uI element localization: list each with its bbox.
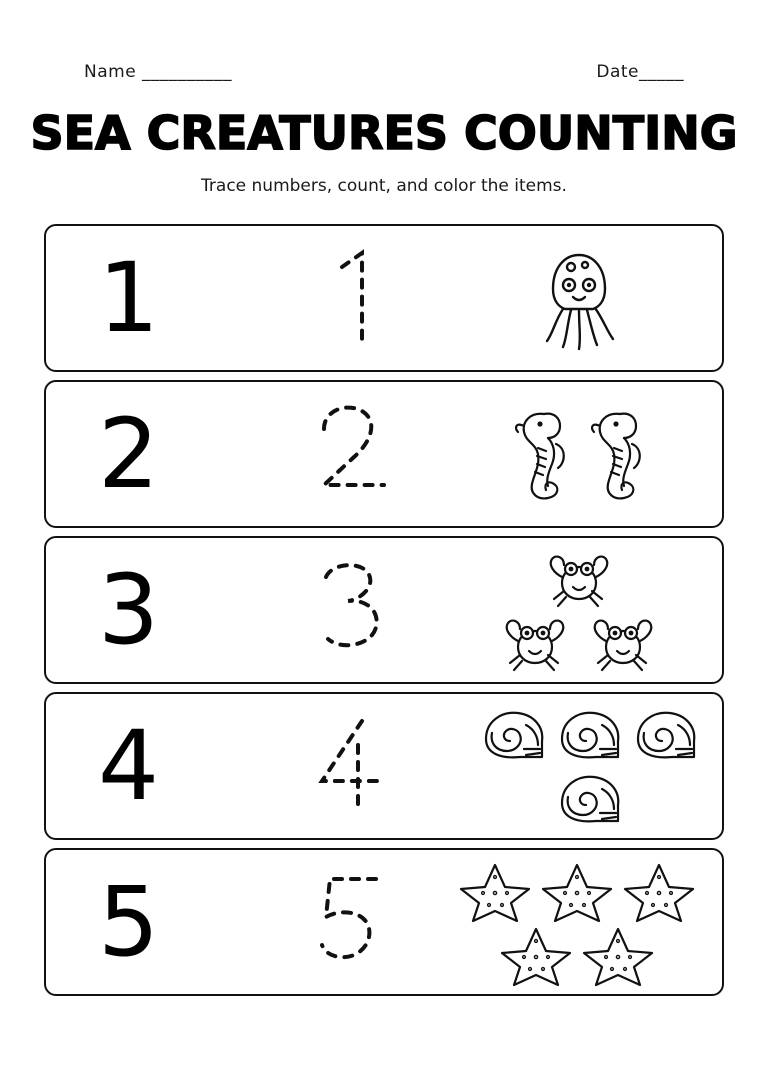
row-items (449, 850, 704, 996)
crab-icon (580, 613, 666, 675)
crab-icon (492, 613, 578, 675)
octopus-icon (533, 245, 625, 355)
starfish-icon (496, 925, 576, 987)
page-subtitle: Trace numbers, count, and color the items. (201, 176, 567, 196)
worksheet-rows (44, 224, 724, 1004)
row-items (454, 538, 704, 684)
worksheet-row (44, 848, 724, 996)
row-numeral: 2 (98, 398, 160, 510)
row-items (474, 694, 704, 840)
seahorse-icon (504, 404, 578, 508)
starfish-icon (578, 925, 658, 987)
crab-icon (454, 549, 704, 611)
row-items (454, 382, 704, 528)
starfish-icon (455, 861, 535, 923)
trace-numeral-4[interactable] (296, 711, 416, 821)
worksheet-row (44, 536, 724, 684)
shell-icon (552, 705, 626, 767)
row-numeral: 5 (98, 866, 160, 978)
trace-numeral-1[interactable] (296, 243, 416, 353)
worksheet-row (44, 380, 724, 528)
starfish-icon (537, 861, 617, 923)
seahorse-icon (580, 404, 654, 508)
row-numeral: 1 (98, 242, 160, 354)
row-numeral: 4 (98, 710, 160, 822)
worksheet-row (44, 692, 724, 840)
name-field-label[interactable]: Name __________ (84, 62, 233, 82)
shell-icon (628, 705, 702, 767)
page-title: SEA CREATURES COUNTING (30, 106, 738, 160)
trace-numeral-3[interactable] (296, 555, 416, 665)
shell-icon (552, 769, 626, 831)
row-numeral: 3 (98, 554, 160, 666)
trace-numeral-2[interactable] (296, 399, 416, 509)
starfish-icon (619, 861, 699, 923)
date-field-label[interactable]: Date_____ (596, 62, 684, 82)
row-items (454, 226, 704, 372)
shell-icon (476, 705, 550, 767)
worksheet-header (0, 62, 768, 86)
trace-numeral-5[interactable] (296, 867, 416, 977)
worksheet-row (44, 224, 724, 372)
